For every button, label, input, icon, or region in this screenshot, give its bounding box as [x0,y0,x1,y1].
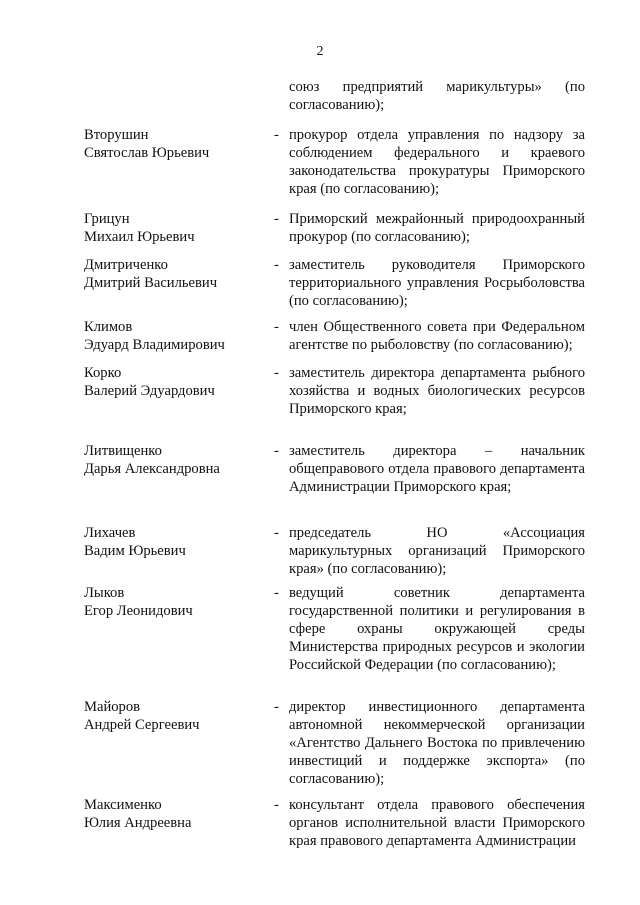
member-given-names: Святослав Юрьевич [84,145,210,161]
member-surname: Литвищенко [84,443,162,459]
member-given-names: Егор Леонидович [84,603,193,619]
member-given-names: Андрей Сергеевич [84,717,200,733]
member-given-names: Михаил Юрьевич [84,229,195,245]
list-item [0,442,640,524]
member-surname: Максименко [84,797,162,813]
list-item [0,78,640,126]
member-given-names: Эдуард Владимирович [84,337,225,353]
member-name [84,318,274,354]
member-role: директор инвестиционного департамента автономной некоммерческой организации «Агентство Дальнего Востока по привлечению инвестиций и поддержке экспорта» (по согласованию); [289,699,585,787]
dash-separator: - [274,319,279,335]
member-role: ведущий советник департамента государственной политики и регулирования в сфере охраны окружающей среды Министерства природных ресурсов и экологии Российской Федерации (по согласованию); [289,585,585,673]
list-item [0,364,640,442]
member-name [84,256,274,292]
member-given-names: Валерий Эдуардович [84,383,215,399]
list-item [0,126,640,210]
member-name [84,584,274,620]
member-given-names: Дмитрий Васильевич [84,275,218,291]
dash-separator: - [274,211,279,227]
list-item [0,256,640,318]
member-role: консультант отдела правового обеспечения органов исполнительной власти Приморского края правового департамента Администрации [289,797,585,849]
list-item [0,796,640,856]
member-role: Приморский межрайонный природоохранный прокурор (по согласованию); [289,211,585,245]
member-surname: Майоров [84,699,141,715]
member-surname: Вторушин [84,127,149,143]
dash-separator: - [274,443,279,459]
page-number: 2 [316,44,324,59]
member-role: член Общественного совета при Федеральном агентстве по рыболовству (по согласованию); [289,319,585,353]
dash-separator: - [274,365,279,381]
member-surname: Лихачев [84,525,136,541]
member-name [84,698,274,734]
member-role: прокурор отдела управления по надзору за соблюдением федерального и краевого законодательства прокуратуры Приморского края (по согласованию); [289,127,585,197]
member-role: союз предприятий марикультуры» (по согласованию); [289,79,585,113]
list-item [0,524,640,584]
member-name [84,442,274,478]
list-item [0,698,640,796]
list-item [0,318,640,364]
member-surname: Климов [84,319,133,335]
member-given-names: Юлия Андреевна [84,815,192,831]
member-role: заместитель директора – начальник общеправового отдела правового департамента Администрации Приморского края; [289,443,585,495]
member-surname: Грицун [84,211,130,227]
member-name [84,796,274,832]
member-name [84,364,274,400]
member-role: заместитель руководителя Приморского территориального управления Росрыболовства (по согласованию); [289,257,585,309]
list-item [0,210,640,256]
member-role: заместитель директора департамента рыбного хозяйства и водных биологических ресурсов Приморского края; [289,365,585,417]
member-name [84,126,274,162]
commission-member-list [0,78,640,856]
member-given-names: Вадим Юрьевич [84,543,186,559]
member-given-names: Дарья Александровна [84,461,220,477]
dash-separator: - [274,525,279,541]
dash-separator: - [274,797,279,813]
member-role: председатель НО «Ассоциация марикультурных организаций Приморского края» (по согласованию); [289,525,585,577]
member-name [84,524,274,560]
dash-separator: - [274,699,279,715]
list-item [0,584,640,698]
member-name [84,210,274,246]
member-surname: Лыков [84,585,125,601]
dash-separator: - [274,127,279,143]
member-surname: Дмитриченко [84,257,168,273]
dash-separator: - [274,257,279,273]
dash-separator: - [274,585,279,601]
member-surname: Корко [84,365,122,381]
